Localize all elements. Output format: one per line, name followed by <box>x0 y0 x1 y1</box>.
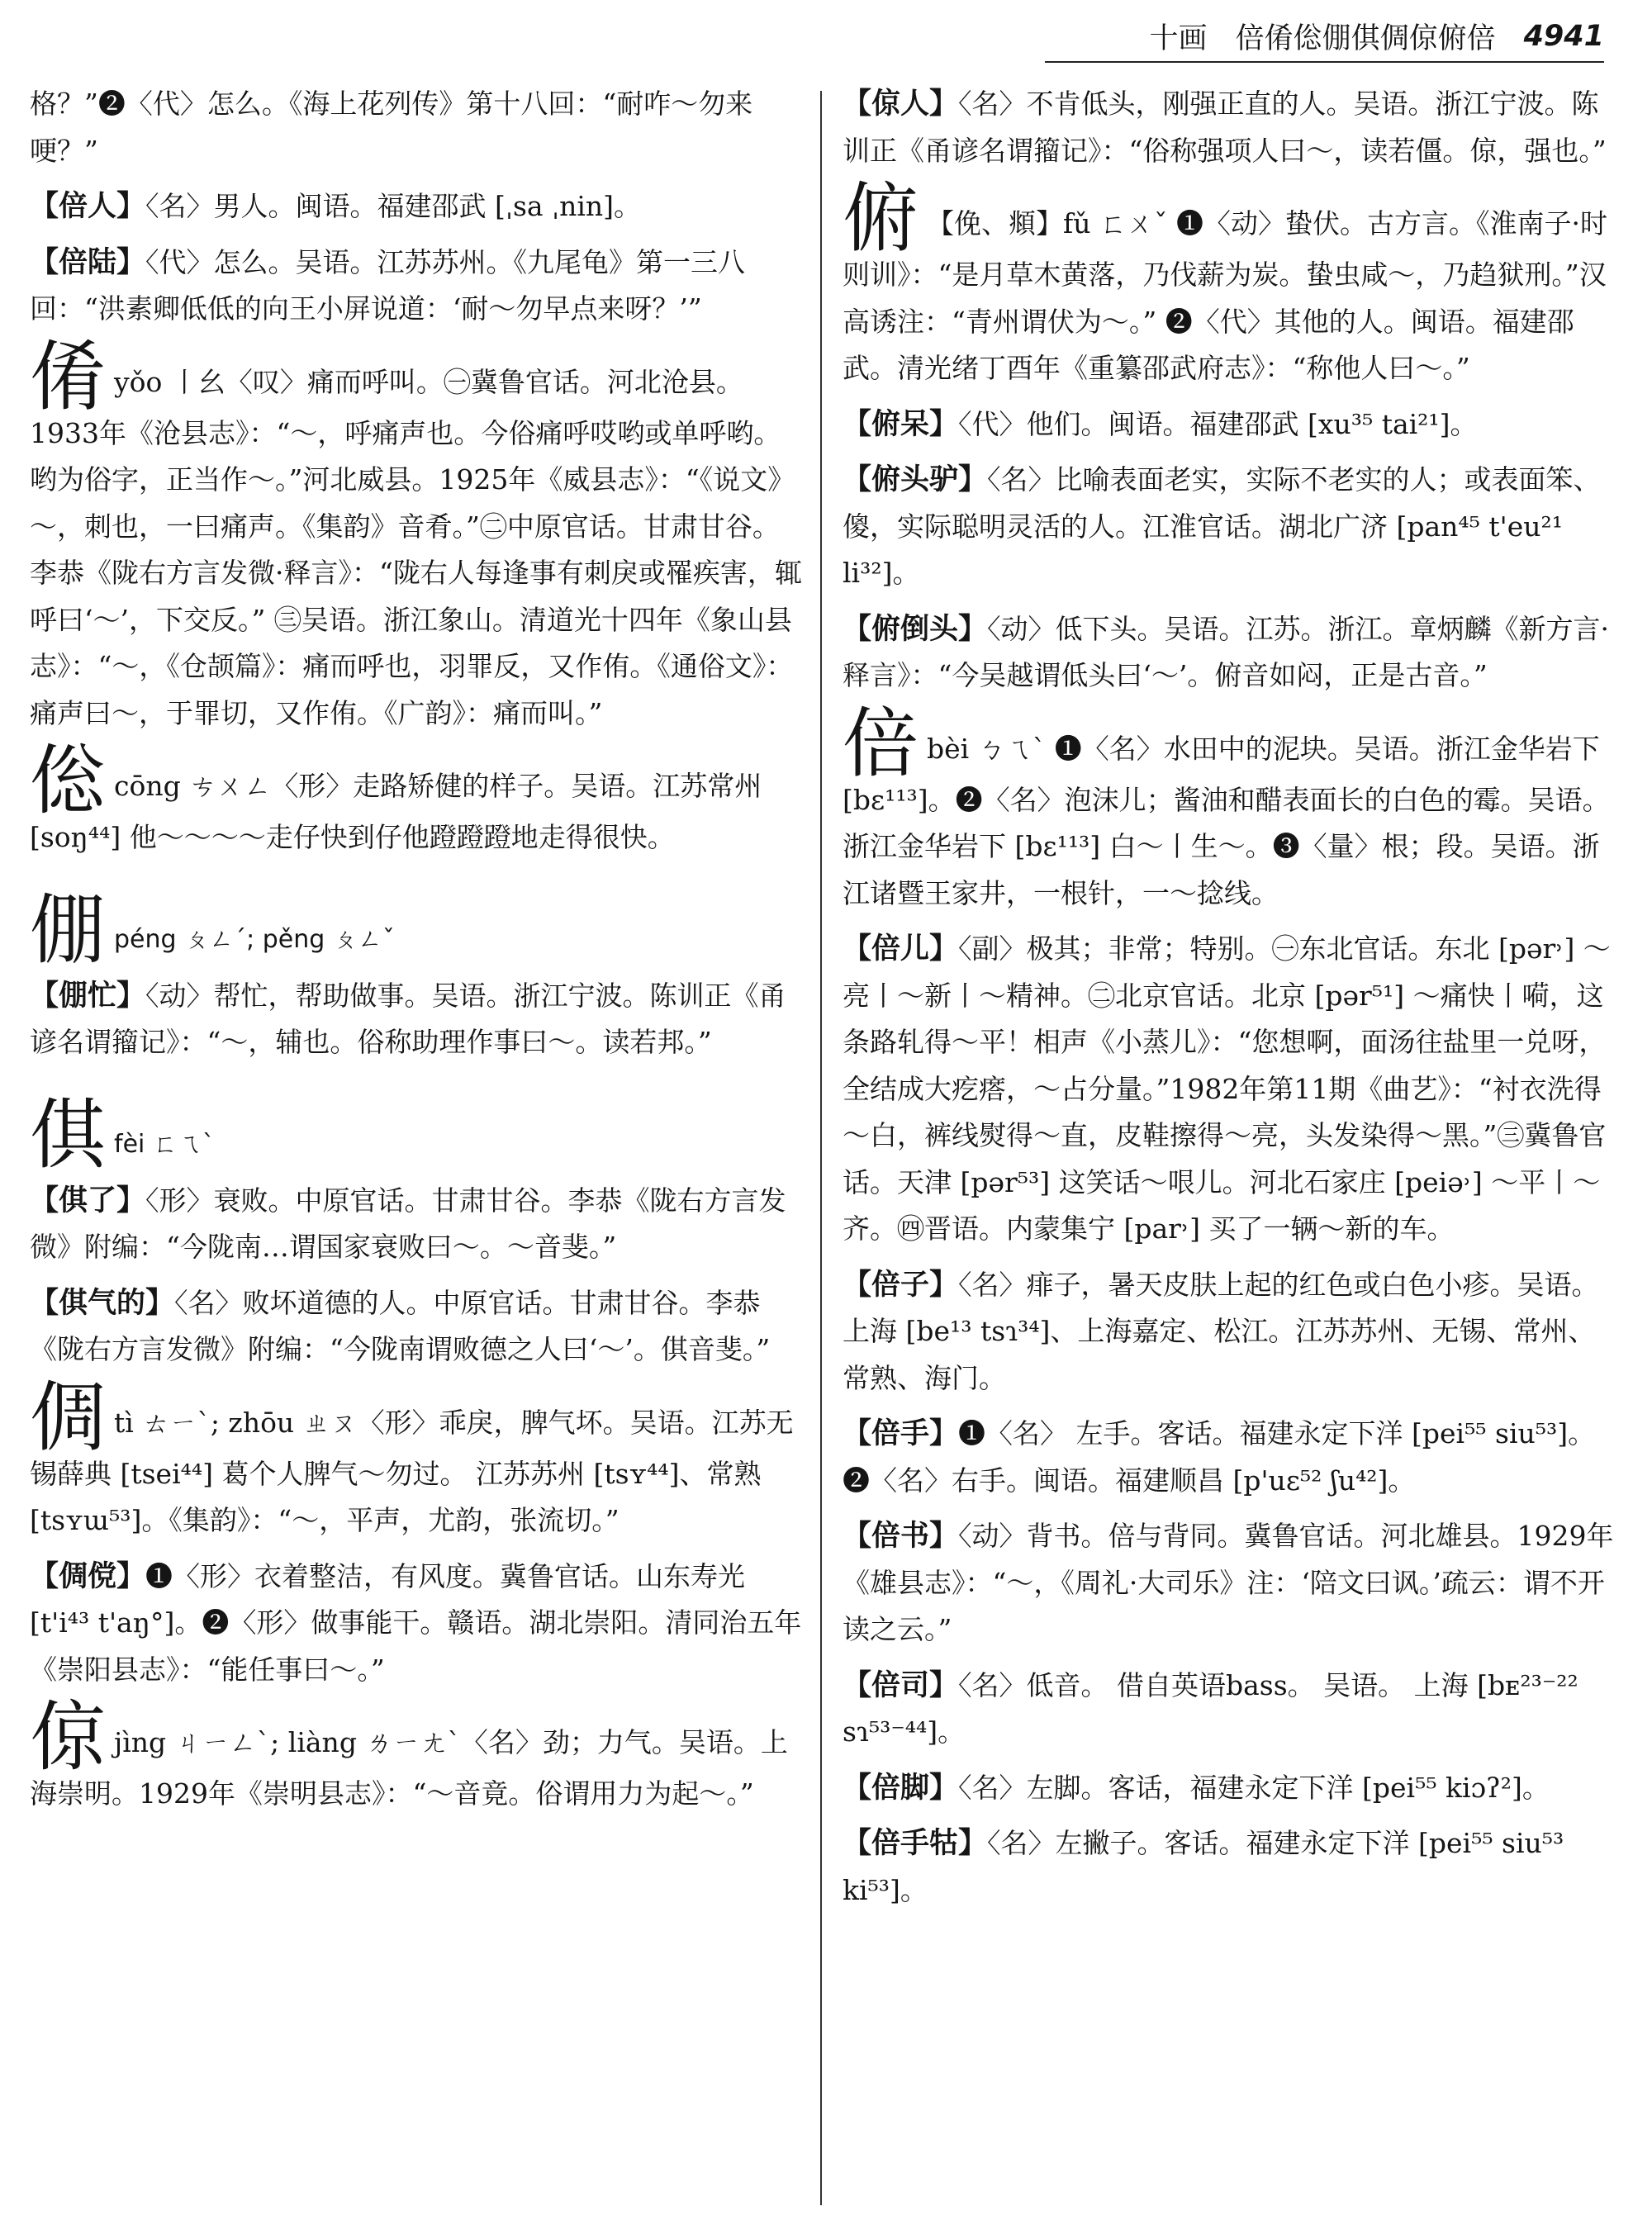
entry-definition: 〈副〉极其；非常；特别。㊀东北官话。东北 [pər˒] ～亮丨～新丨～精神。㊁北京官话。北京 [pər⁵¹] ～痛快丨嗬，这条路轧得～平！相声《小蒸儿》：“您想啊，面汤往盐里一兑呀，全结成大疙瘩，～占分量。”1982年第11期《曲艺》：“衬衣洗得～白，裤线熨得～直，皮鞋擦得～亮，头发染得～黑。”㊂冀鲁官话。天津 [pər⁵³] 这笑话～哏儿。河北石家庄 [peiə˒] ～平丨～齐。㊃晋语。内蒙集宁 [par˒] 买了一辆～新的车。 <box>843 932 1611 1245</box>
entry-definition: 〈代〉他们。闽语。福建邵武 [xu³⁵ tai²¹]。 <box>958 407 1478 440</box>
character-entry <box>30 737 806 861</box>
entry-headword: 【倍脚】 <box>843 1770 959 1805</box>
entry-definition: 〈形〉衰败。中原官话。甘肃甘谷。李恭《陇右方言发微》附编：“今陇南…谓国家衰败曰～。～音斐。” <box>30 1184 786 1263</box>
entry-headword: 【俯呆】 <box>843 406 959 441</box>
dictionary-entry <box>843 81 1619 174</box>
character-definition: 【俛、頫】fǔ ㄈㄨˇ ❶〈动〉蛰伏。古方言。《淮南子·时则训》：“是月草木黄落，乃伐薪为炭。蛰虫咸～，乃趋狱刑。”汉高诱注：“青州谓伏为～。” ❷〈代〉其他的人。闽语。福建邵武。清光绪丁酉年《重纂邵武府志》：“称他人曰～。” <box>843 207 1607 384</box>
header-chars: 倍倄倊倗倛倜倞俯倍 <box>1235 22 1496 55</box>
page-number: 4941 <box>1523 20 1604 53</box>
head-character: 倄 <box>30 332 107 421</box>
entry-definition: 〈名〉败坏道德的人。中原官话。甘肃甘谷。李恭《陇右方言发微》附编：“今陇南谓败德之人曰‘～’。倛音斐。” <box>30 1286 771 1365</box>
pinyin: fèi ㄈㄟˋ <box>114 1130 215 1159</box>
left-column <box>30 81 806 1818</box>
head-character: 倛 <box>30 1090 107 1179</box>
character-definition: jìng ㄐㄧㄥˋ; liàng ㄌㄧㄤˋ〈名〉劲；力气。吴语。上海崇明。1929年《崇明县志》：“～音竟。俗谓用力为起～。” <box>30 1726 788 1810</box>
character-definition: tì ㄊㄧˋ; zhōu ㄓㄡ〈形〉乖戾，脾气坏。吴语。江苏无锡薛典 [tsei⁴⁴] 葛个人脾气～勿过。 江苏苏州 [tsʏ⁴⁴]、常熟 [tsʏɯ⁵³]。《集韵》：“～，平声，尤韵，张流切。” <box>30 1406 794 1536</box>
pinyin: péng ㄆㄥˊ; pěng ㄆㄥˇ <box>114 925 395 954</box>
entry-definition: 〈代〉怎么。吴语。江苏苏州。《九尾龟》第一三八回：“洪素卿低低的向王小屏说道：‘耐～勿早点来呀？’” <box>30 245 746 325</box>
entry-definition: 〈名〉男人。闽语。福建邵武 [ˌsa ˌnin]。 <box>145 190 642 222</box>
character-entry <box>30 1693 806 1818</box>
entry-definition: 〈名〉比喻表面老实，实际不老实的人；或表面笨、傻，实际聪明灵活的人。江淮官话。湖北广济 [pan⁴⁵ t'eu²¹ li³²]。 <box>843 463 1601 589</box>
character-entry <box>30 1373 806 1544</box>
right-column <box>843 81 1619 1914</box>
character-heading <box>30 1078 806 1179</box>
character-definition: bèi ㄅㄟˋ ❶〈名〉水田中的泥块。吴语。浙江金华岩下 [bɛ¹¹³]。❷〈名〉泡沫儿；酱油和醋表面长的白色的霉。吴语。浙江金华岩下 [bɛ¹¹³] 白～丨生～。❸〈量〉根；段。吴语。浙江诸暨王家井，一根针，一～捻线。 <box>843 732 1610 909</box>
head-character: 倗 <box>30 885 107 975</box>
entry-headword: 【倍子】 <box>843 1267 959 1302</box>
dictionary-entry <box>30 973 806 1066</box>
character-definition: yǒo 丨幺〈叹〉痛而呼叫。㊀冀鲁官话。河北沧县。1933年《沧县志》：“～，呼痛声也。今俗痛呼哎哟或单呼哟。哟为俗字，正当作～。”河北威县。1925年《威县志》：“《说文》～，刺也，一曰痛声。《集韵》音肴。”㊁中原官话。甘肃甘谷。李恭《陇右方言发微·释言》：“陇右人每逢事有刺戾或罹疾害，辄呼曰‘～’，下交反。” ㊂吴语。浙江象山。清道光十四年《象山县志》：“～，《仓颉篇》：痛而呼也，羽罪反，又作侑。《通俗文》：痛声曰～，于罪切，又作侑。《广韵》：痛而叫。” <box>30 365 802 729</box>
entry-definition: 〈名〉低音。 借自英语bass。 吴语。 上海 [bᴇ²³⁻²² sɿ⁵³⁻⁴⁴]。 <box>843 1668 1578 1748</box>
entry-definition: 〈名〉痱子，暑天皮肤上起的红色或白色小疹。吴语。上海 [be¹³ tsɿ³⁴]、上海嘉定、松江。江苏苏州、无锡、常州、常熟、海门。 <box>843 1268 1599 1394</box>
dictionary-entry <box>30 240 806 333</box>
continued-text: 格？”❷〈代〉怎么。《海上花列传》第十八回：“耐咋～勿来哽？” <box>30 88 753 167</box>
entry-definition: 〈动〉背书。倍与背同。冀鲁官话。河北雄县。1929年《雄县志》：“～，《周礼·大司乐》注：‘陪文曰讽。’疏云：谓不开读之云。” <box>843 1520 1614 1645</box>
dictionary-entry <box>843 401 1619 448</box>
entry-definition: 〈动〉低下头。吴语。江苏。浙江。章炳麟《新方言·释言》：“今吴越谓低头曰‘～’。俯音如闷，正是古音。” <box>843 612 1610 691</box>
character-entry <box>843 699 1619 918</box>
dictionary-entry <box>843 606 1619 700</box>
dictionary-entry <box>843 1663 1619 1756</box>
page-header <box>1045 20 1604 53</box>
dictionary-entry <box>843 1765 1619 1812</box>
entry-headword: 【俯倒头】 <box>843 611 988 646</box>
entry-headword: 【倛了】 <box>30 1183 146 1217</box>
head-character: 倜 <box>30 1373 107 1462</box>
dictionary-entry <box>843 926 1619 1253</box>
entry-headword: 【倞人】 <box>843 87 959 121</box>
entry-definition: 〈动〉帮忙，帮助做事。吴语。浙江宁波。陈训正《甬谚名谓籀记》：“～，辅也。俗称助理作事曰～。读若邦。” <box>30 979 786 1058</box>
dictionary-entry <box>843 1411 1619 1504</box>
entry-headword: 【倗忙】 <box>30 978 146 1013</box>
head-character: 俯 <box>843 174 919 263</box>
character-heading <box>30 873 806 975</box>
character-definition: cōng ㄘㄨㄥ〈形〉走路矫健的样子。吴语。江苏常州 [soŋ⁴⁴] 他～～～～走仔快到仔他蹬蹬蹬地走得很快。 <box>30 770 762 853</box>
entry-headword: 【倍手】 <box>843 1416 959 1450</box>
dictionary-entry <box>843 1513 1619 1654</box>
entry-definition: 〈名〉不肯低头，刚强正直的人。吴语。浙江宁波。陈训正《甬谚名谓籀记》：“俗称强项人曰～，读若僵。倞，强也。” <box>843 88 1607 167</box>
dictionary-entry <box>30 1280 806 1374</box>
header-section: 十画 <box>1149 22 1208 55</box>
head-character: 倍 <box>843 699 919 788</box>
dictionary-entry <box>843 457 1619 597</box>
header-rule <box>1045 61 1604 63</box>
entry-definition: 〈名〉左撇子。客话。福建永定下洋 [pei⁵⁵ siu⁵³ ki⁵³]。 <box>843 1827 1564 1906</box>
entry-headword: 【俯头驴】 <box>843 463 988 496</box>
character-entry <box>30 332 806 738</box>
entry-headword: 【倛气的】 <box>30 1285 175 1320</box>
dictionary-entry <box>30 1178 806 1271</box>
dictionary-entry <box>30 183 806 230</box>
entry-definition: ❶〈名〉 左手。客话。福建永定下洋 [pei⁵⁵ siu⁵³]。❷〈名〉右手。闽语。福建顺昌 [p'uɛ⁵² ʃu⁴²]。 <box>843 1417 1596 1497</box>
column-divider <box>820 91 822 2205</box>
head-character: 倞 <box>30 1693 107 1782</box>
entry-headword: 【倍手牯】 <box>843 1826 988 1860</box>
entry-headword: 【倜傥】 <box>30 1559 146 1593</box>
entry-headword: 【倍司】 <box>843 1668 959 1702</box>
entry-definition: 〈名〉左脚。客话，福建永定下洋 [pei⁵⁵ kiɔʔ²]。 <box>958 1771 1550 1804</box>
dictionary-entry <box>843 1820 1619 1914</box>
character-entry <box>843 174 1619 392</box>
entry-headword: 【倍书】 <box>843 1519 959 1553</box>
entry-definition: ❶〈形〉衣着整洁，有风度。冀鲁官话。山东寿光 [t'i⁴³ t'aŋ°]。❷〈形〉做事能干。赣语。湖北崇阳。清同治五年《崇阳县志》：“能任事曰～。” <box>30 1559 802 1686</box>
entry-headword: 【倍人】 <box>30 189 146 223</box>
dictionary-entry <box>30 1554 806 1694</box>
entry-headword: 【倍陆】 <box>30 244 146 279</box>
head-character: 倊 <box>30 737 107 825</box>
entry-headword: 【倍儿】 <box>843 932 959 966</box>
dictionary-entry <box>843 1262 1619 1402</box>
